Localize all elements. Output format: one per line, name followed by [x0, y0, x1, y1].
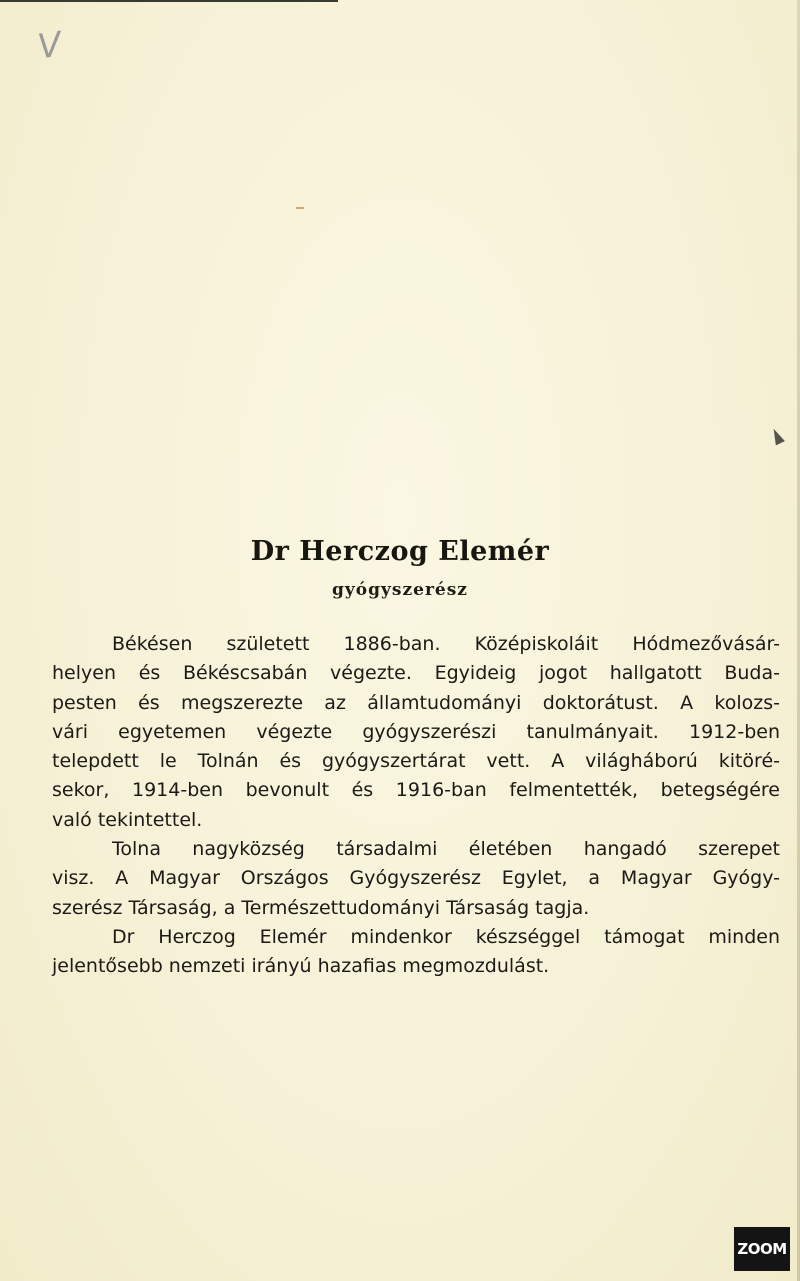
text-line: jelentősebb nemzeti irányú hazafias megmozdulást.: [52, 955, 550, 978]
text-line: pesten és megszerezte az államtudományi doktorátust. A kolozs-: [52, 691, 780, 714]
text-line: való tekintettel.: [52, 808, 203, 831]
text-line: telepdett le Tolnán és gyógyszertárat vett. A világháború kitöré-: [52, 750, 780, 773]
text-line: vári egyetemen végezte gyógyszerészi tanulmányait. 1912-ben: [52, 720, 780, 743]
ink-speck: [296, 207, 304, 209]
zoom-logo: ZOOM: [734, 1227, 790, 1271]
text-line: szerész Társaság, a Természettudományi Társaság tagja.: [52, 896, 590, 919]
pencil-mark: V: [35, 24, 64, 68]
text-line: Dr Herczog Elemér mindenkor készséggel támogat minden: [112, 925, 780, 948]
text-line: Békésen született 1886-ban. Középiskoláit Hódmezővásár-: [112, 633, 780, 655]
ink-blot: [769, 427, 785, 446]
page-subtitle: gyógyszerész: [332, 580, 468, 600]
biography-text: [52, 630, 780, 982]
page-title: Dr Herczog Elemér: [250, 536, 550, 567]
text-line: sekor, 1914-ben bevonult és 1916-ban felmentették, betegségére: [52, 779, 780, 802]
text-line: helyen és Békéscsabán végezte. Egyideig jogot hallgatott Buda-: [52, 662, 780, 685]
text-line: Tolna nagyközség társadalmi életében hangadó szerepet: [112, 838, 780, 861]
text-line: visz. A Magyar Országos Gyógyszerész Egylet, a Magyar Gyógy-: [52, 867, 780, 890]
top-rule: [0, 0, 338, 2]
